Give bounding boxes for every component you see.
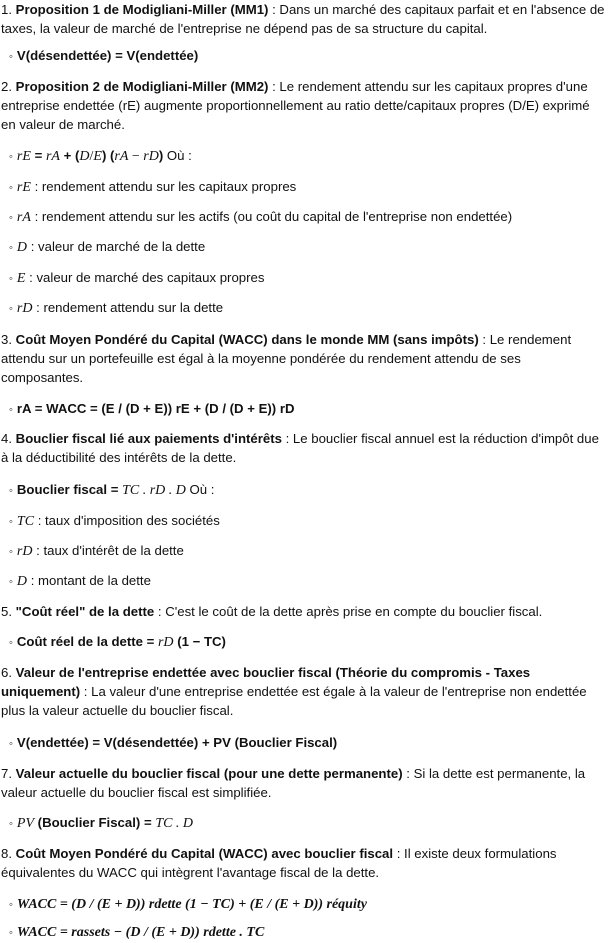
section-4 xyxy=(1,429,606,467)
bullet-levered-value: ◦ V(endettée) = V(désendettée) + PV (Bouclier Fiscal) xyxy=(9,735,338,750)
bullet-icon: ◦ xyxy=(9,738,13,750)
bullet-TC-def: ◦ TC : taux d'imposition des sociétés xyxy=(9,513,220,529)
section-text: : Il existe deux formulations équivalentes du WACC qui intègrent l'avantage fiscal de la dette. xyxy=(1,846,557,880)
section-number: 5. xyxy=(1,604,12,619)
section-6 xyxy=(1,663,606,720)
bullet-rA-def: ◦ rA : rendement attendu sur les actifs (ou coût du capital de l'entreprise non endettée) xyxy=(9,209,513,225)
bullet-rD-def: ◦ rD : rendement attendu sur la dette xyxy=(9,300,224,316)
section-title: Coût Moyen Pondéré du Capital (WACC) dans le monde MM (sans impôts) xyxy=(15,332,479,347)
section-number: 6. xyxy=(1,665,12,680)
section-text: : Le rendement attendu sur un portefeuille est égal à la moyenne pondérée du rendement attendu de ses composantes. xyxy=(1,332,572,385)
bullet-pv-shield: ◦ PV (Bouclier Fiscal) = TC . D xyxy=(9,815,194,831)
bullet-mm2-formula: ◦ rE = rA + (D/E) (rA − rD) Où : xyxy=(9,148,192,164)
section-5 xyxy=(1,602,606,621)
bullet-icon: ◦ xyxy=(9,576,13,588)
bullet-D-def: ◦ D : valeur de marché de la dette xyxy=(9,239,206,255)
section-7 xyxy=(1,764,606,802)
bullet-wacc-formula: ◦ rA = WACC = (E / (D + E)) rE + (D / (D + E)) rD xyxy=(9,401,295,416)
bullet-icon: ◦ xyxy=(9,899,13,911)
section-number: 3. xyxy=(1,332,12,347)
bullet-icon: ◦ xyxy=(9,303,13,315)
section-number: 4. xyxy=(1,431,12,446)
bullet-icon: ◦ xyxy=(9,151,13,163)
section-8 xyxy=(1,844,606,882)
bullet-icon: ◦ xyxy=(9,404,13,416)
bullet-icon: ◦ xyxy=(9,818,13,830)
bullet-icon: ◦ xyxy=(9,516,13,528)
section-text: : Dans un marché des capitaux parfait et en l'absence de taxes, la valeur de marché de l'entreprise ne dépend pas de sa structure du capital. xyxy=(1,2,605,36)
section-text: : Le rendement attendu sur les capitaux propres d'une entreprise endettée (rE) augmente proportionnellement au ratio dette/capitaux propres (D/E) exprimé en valeur de marché. xyxy=(1,79,590,132)
section-title: "Coût réel" de la dette xyxy=(15,604,155,619)
bullet-wacc-tax-1: ◦ WACC = (D / (E + D)) rdette (1 − TC) + (E / (E + D)) réquity xyxy=(9,897,367,912)
section-number: 1. xyxy=(1,2,12,17)
section-3 xyxy=(1,330,606,387)
section-text: : Le bouclier fiscal annuel est la réduction d'impôt due à la déductibilité des intérêts de la dette. xyxy=(1,431,599,465)
bullet-rD-def-2: ◦ rD : taux d'intérêt de la dette xyxy=(9,543,184,559)
bullet-E-def: ◦ E : valeur de marché des capitaux propres xyxy=(9,270,265,286)
section-text: : C'est le coût de la dette après prise en compte du bouclier fiscal. xyxy=(154,604,543,619)
section-title: Proposition 2 de Modigliani-Miller (MM2) xyxy=(15,79,269,94)
bullet-icon: ◦ xyxy=(9,927,13,939)
section-2 xyxy=(1,77,606,134)
section-number: 2. xyxy=(1,79,12,94)
bullet-mm1-formula: ◦ V(désendettée) = V(endettée) xyxy=(9,48,199,63)
section-number: 8. xyxy=(1,846,12,861)
section-1 xyxy=(1,0,606,38)
bullet-rE-def: ◦ rE : rendement attendu sur les capitaux propres xyxy=(9,179,297,195)
section-title: Coût Moyen Pondéré du Capital (WACC) avec bouclier fiscal xyxy=(15,846,394,861)
section-title: Valeur de l'entreprise endettée avec bouclier fiscal (Théorie du compromis - Taxes uniquement) xyxy=(1,665,531,699)
bullet-icon: ◦ xyxy=(9,273,13,285)
bullet-icon: ◦ xyxy=(9,637,13,649)
section-title: Proposition 1 de Modigliani-Miller (MM1) xyxy=(15,2,269,17)
bullet-icon: ◦ xyxy=(9,485,13,497)
bullet-icon: ◦ xyxy=(9,546,13,558)
bullet-real-cost: ◦ Coût réel de la dette = rD (1 − TC) xyxy=(9,634,226,650)
section-text: : La valeur d'une entreprise endettée est égale à la valeur de l'entreprise non endettée plus la valeur actuelle du bouclier fiscal. xyxy=(1,684,587,718)
bullet-icon: ◦ xyxy=(9,212,13,224)
bullet-icon: ◦ xyxy=(9,51,13,63)
bullet-D-def-2: ◦ D : montant de la dette xyxy=(9,573,151,589)
bullet-icon: ◦ xyxy=(9,182,13,194)
section-title: Valeur actuelle du bouclier fiscal (pour une dette permanente) xyxy=(15,766,403,781)
section-number: 7. xyxy=(1,766,12,781)
bullet-icon: ◦ xyxy=(9,242,13,254)
section-title: Bouclier fiscal lié aux paiements d'intérêts xyxy=(15,431,282,446)
bullet-shield-formula: ◦ Bouclier fiscal = TC . rD . D Où : xyxy=(9,482,215,498)
section-text: : Si la dette est permanente, la valeur actuelle du bouclier fiscal est simplifiée. xyxy=(1,766,586,800)
bullet-wacc-tax-2: ◦ WACC = rassets − (D / (E + D)) rdette . TC xyxy=(9,925,265,940)
